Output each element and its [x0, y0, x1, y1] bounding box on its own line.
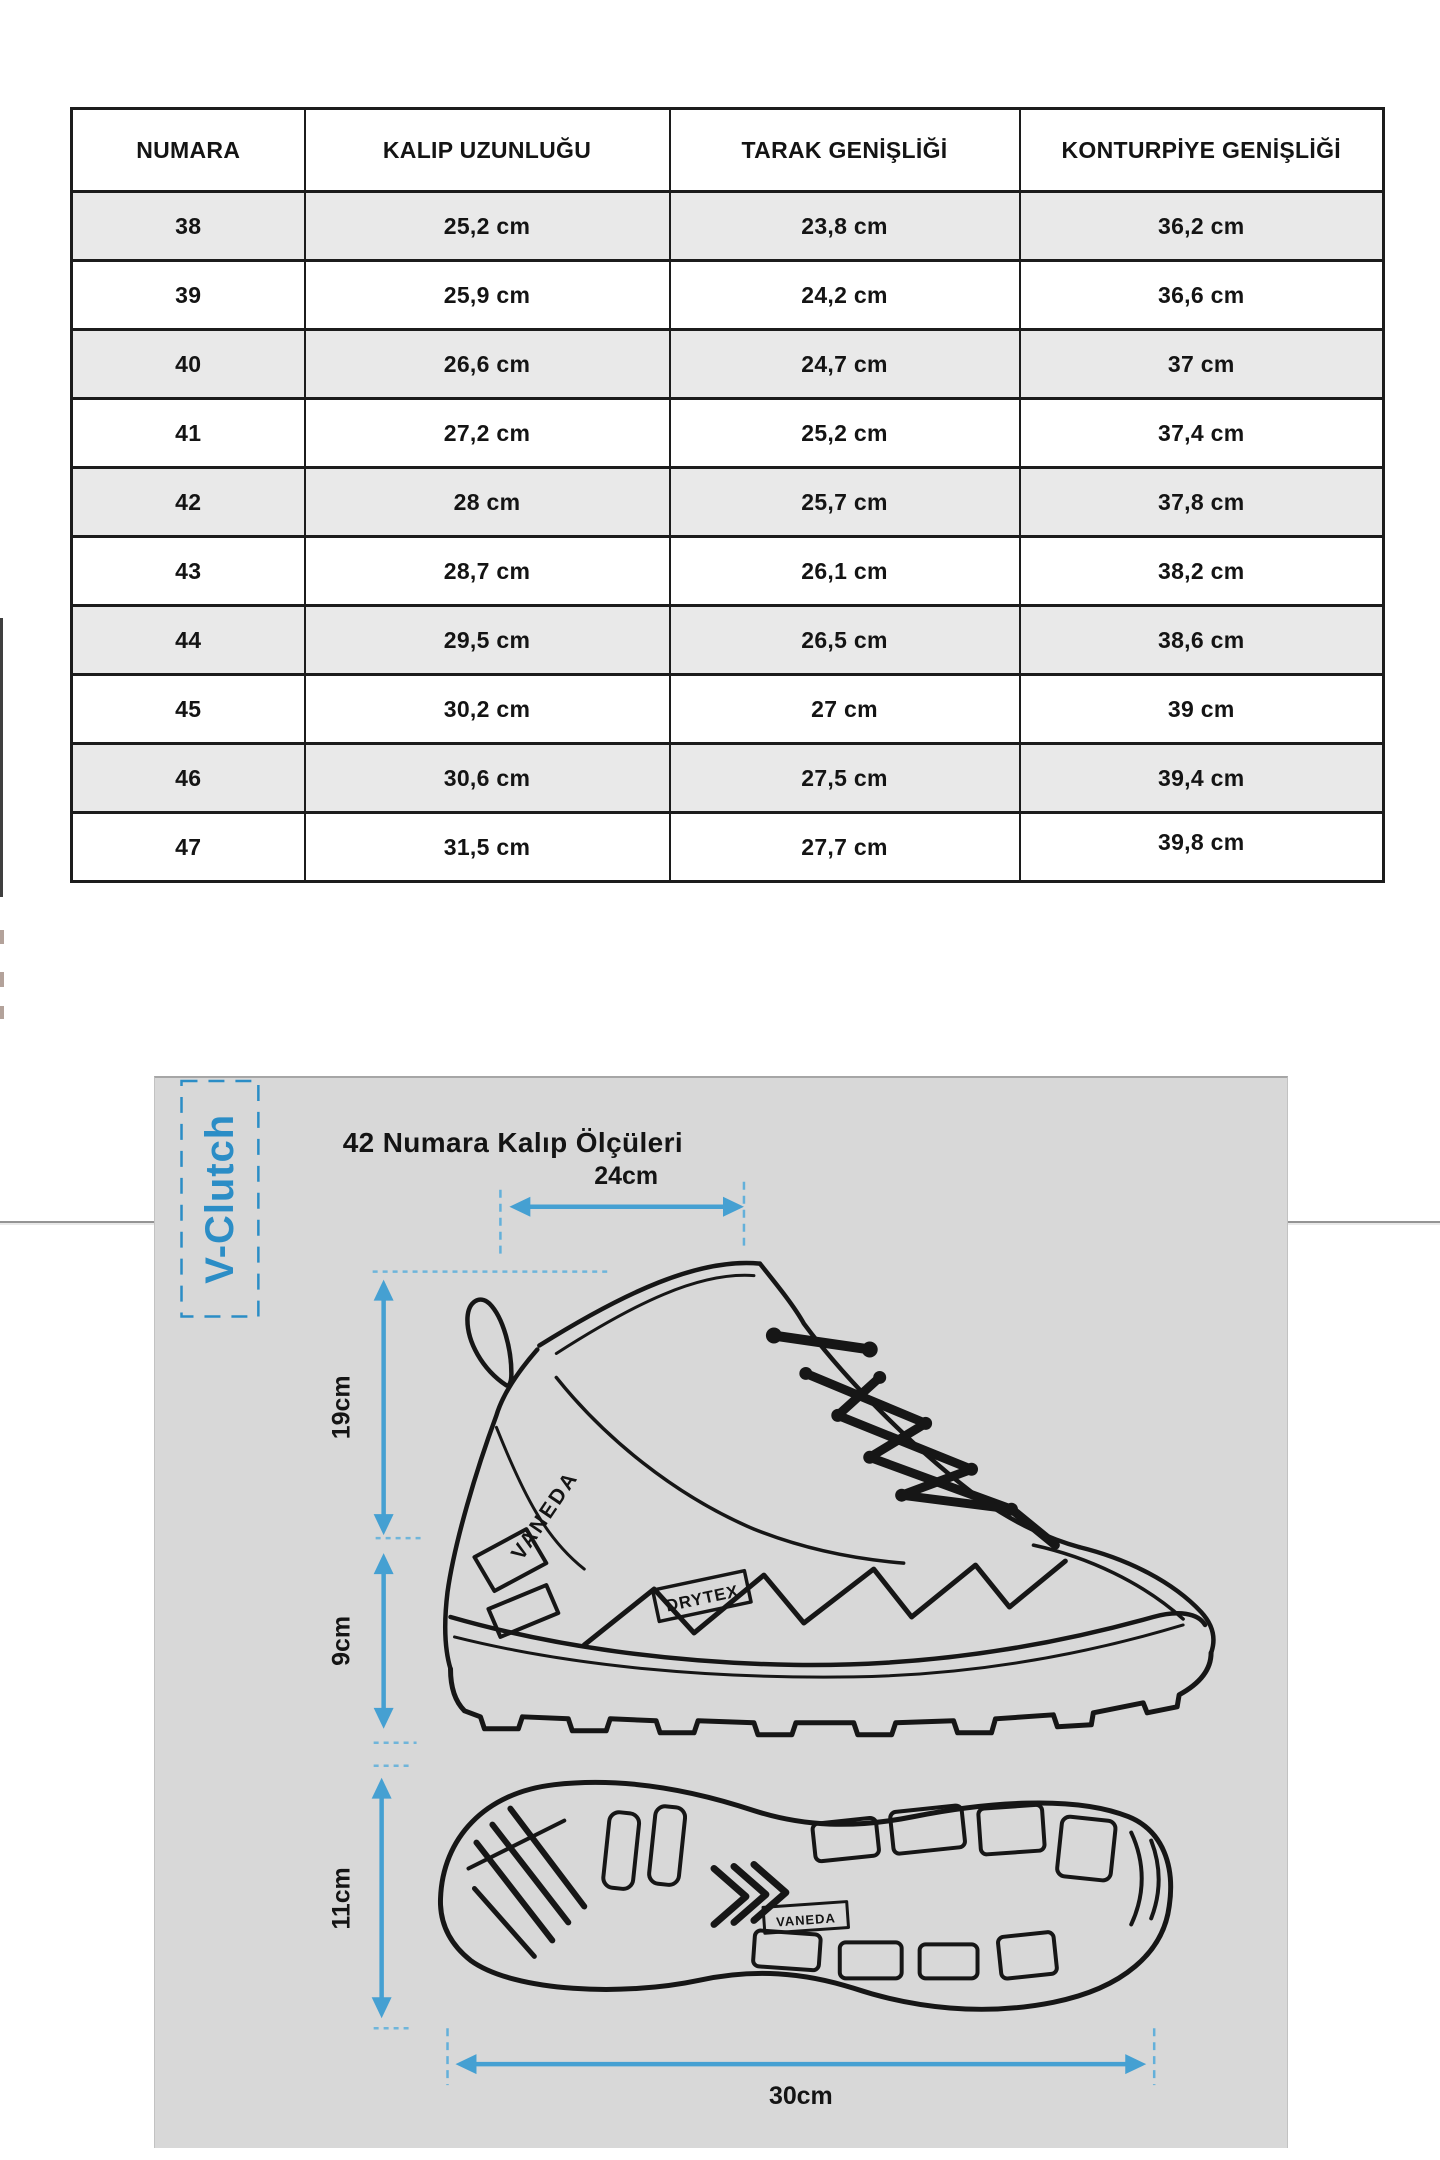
table-header-row	[72, 109, 1384, 192]
col-header-tarak: TARAK GENİŞLİĞİ	[670, 109, 1020, 192]
measure-30cm	[448, 2028, 1155, 2110]
table-row	[72, 537, 1384, 606]
boot-brand-label: VANEDA	[506, 1466, 583, 1565]
cell-kalip: 27,2 cm	[305, 399, 670, 468]
cell-kalip: 26,6 cm	[305, 330, 670, 399]
cell-konturpiye: 37,8 cm	[1020, 468, 1384, 537]
table-row	[72, 813, 1384, 882]
sole-brand-label: VANEDA	[775, 1910, 837, 1930]
col-header-kalip: KALIP UZUNLUĞU	[305, 109, 670, 192]
col-header-konturpiye: KONTURPİYE GENİŞLİĞİ	[1020, 109, 1384, 192]
measure-19cm	[328, 1280, 421, 1539]
cell-tarak: 27,5 cm	[670, 744, 1020, 813]
label-24cm: 24cm	[594, 1161, 659, 1190]
boot-membrane-tag	[653, 1571, 751, 1622]
table-row	[72, 330, 1384, 399]
cell-tarak: 27 cm	[670, 675, 1020, 744]
cell-kalip: 28 cm	[305, 468, 670, 537]
cell-konturpiye: 36,6 cm	[1020, 261, 1384, 330]
cell-tarak: 23,8 cm	[670, 192, 1020, 261]
boot-pull-loop	[467, 1300, 511, 1386]
measure-9cm	[328, 1553, 417, 1743]
table-row	[72, 606, 1384, 675]
cell-numara: 41	[72, 399, 305, 468]
diagram-title: 42 Numara Kalıp Ölçüleri	[342, 1126, 684, 1158]
cell-kalip: 25,9 cm	[305, 261, 670, 330]
cell-kalip: 31,5 cm	[305, 813, 670, 882]
cell-numara: 38	[72, 192, 305, 261]
boot-membrane-label: DRYTEX	[664, 1581, 741, 1616]
cell-tarak: 27,7 cm	[670, 813, 1020, 882]
v-clutch-label: V-Clutch	[197, 1113, 242, 1284]
boot-side-view-drawing	[445, 1263, 1213, 1735]
cell-numara: 40	[72, 330, 305, 399]
cell-konturpiye: 39,4 cm	[1020, 744, 1384, 813]
cell-kalip: 29,5 cm	[305, 606, 670, 675]
measure-24cm	[373, 1162, 744, 1272]
col-header-numara: NUMARA	[72, 109, 305, 192]
cell-konturpiye: 39,8 cm	[1020, 813, 1384, 882]
table-row	[72, 744, 1384, 813]
cell-konturpiye: 36,2 cm	[1020, 192, 1384, 261]
cell-kalip: 28,7 cm	[305, 537, 670, 606]
cell-kalip: 30,6 cm	[305, 744, 670, 813]
cell-numara: 42	[72, 468, 305, 537]
label-30cm: 30cm	[768, 2082, 833, 2111]
v-clutch-tag	[182, 1081, 259, 1317]
table-row	[72, 675, 1384, 744]
cell-kalip: 25,2 cm	[305, 192, 670, 261]
cell-konturpiye: 37 cm	[1020, 330, 1384, 399]
cell-tarak: 24,7 cm	[670, 330, 1020, 399]
cell-numara: 39	[72, 261, 305, 330]
cell-numara: 47	[72, 813, 305, 882]
cell-numara: 46	[72, 744, 305, 813]
cell-tarak: 26,5 cm	[670, 606, 1020, 675]
cell-konturpiye: 39 cm	[1020, 675, 1384, 744]
cell-tarak: 25,2 cm	[670, 399, 1020, 468]
cell-numara: 43	[72, 537, 305, 606]
label-19cm: 19cm	[327, 1375, 356, 1440]
sole-bottom-view-drawing	[440, 1782, 1170, 2009]
cell-konturpiye: 37,4 cm	[1020, 399, 1384, 468]
cell-kalip: 30,2 cm	[305, 675, 670, 744]
table-row	[72, 192, 1384, 261]
cell-tarak: 25,7 cm	[670, 468, 1020, 537]
table-row	[72, 468, 1384, 537]
table-row	[72, 399, 1384, 468]
cell-konturpiye: 38,2 cm	[1020, 537, 1384, 606]
cell-numara: 45	[72, 675, 305, 744]
left-edge-artifact	[0, 930, 4, 944]
label-9cm: 9cm	[327, 1615, 356, 1666]
left-edge-artifact	[0, 1006, 4, 1019]
measure-11cm	[328, 1766, 411, 2029]
sole-brand-tag	[763, 1902, 848, 1934]
size-chart-table	[70, 107, 1385, 883]
cell-tarak: 26,1 cm	[670, 537, 1020, 606]
cell-numara: 44	[72, 606, 305, 675]
label-11cm: 11cm	[327, 1867, 356, 1930]
measurement-diagram-panel	[154, 1076, 1288, 2148]
left-edge-artifact	[0, 972, 4, 987]
cell-konturpiye: 38,6 cm	[1020, 606, 1384, 675]
table-row	[72, 261, 1384, 330]
measurement-diagram	[155, 1078, 1287, 2148]
cell-tarak: 24,2 cm	[670, 261, 1020, 330]
left-edge-artifact	[0, 618, 3, 897]
